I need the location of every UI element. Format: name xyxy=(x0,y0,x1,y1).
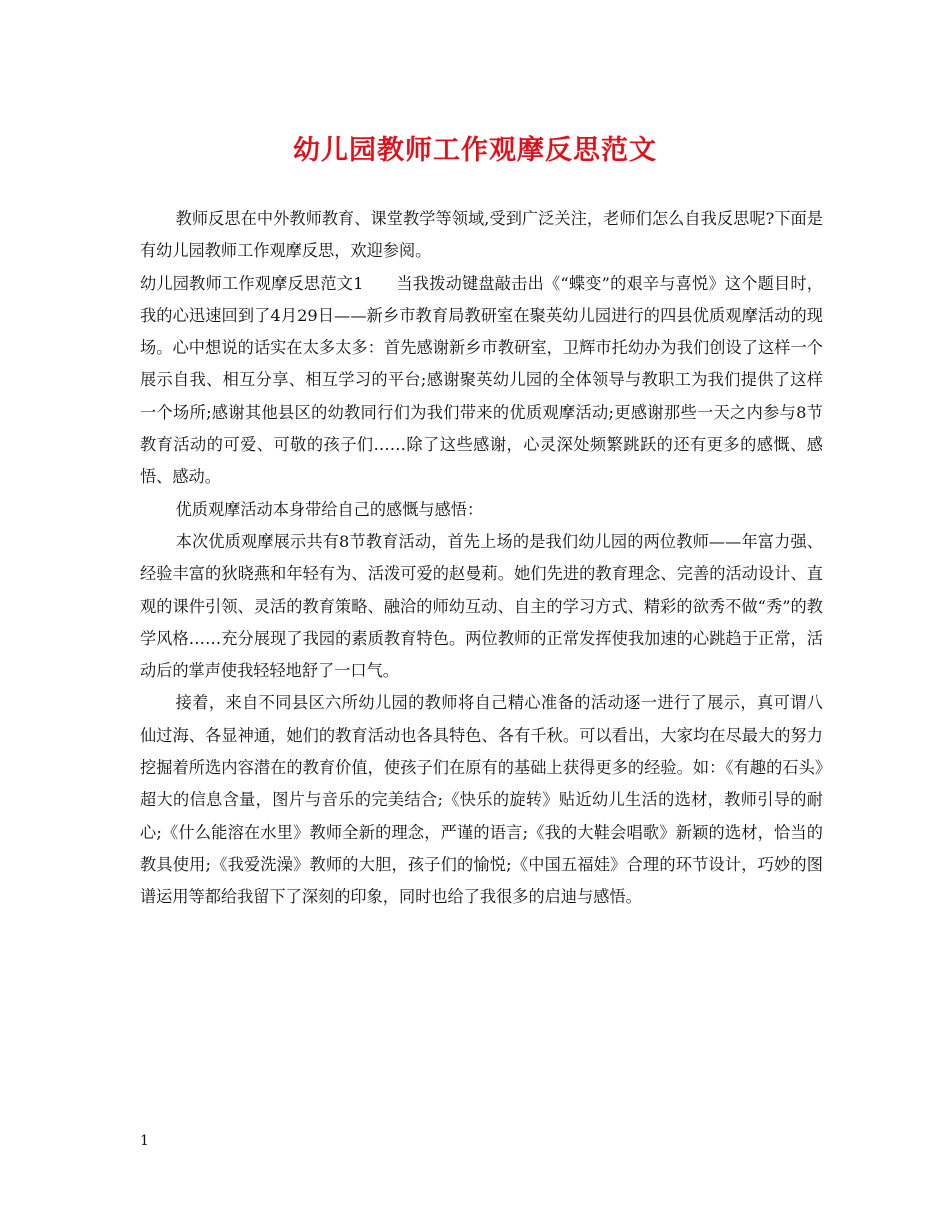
page-number: 1 xyxy=(140,1133,149,1149)
body-paragraph: 接着，来自不同县区六所幼儿园的教师将自己精心准备的活动逐一进行了展示，真可谓八仙过海、各显神通，她们的教育活动也各具特色、各有千秋。可以看出，大家均在尽最大的努力挖掘着所选内容潜在的教育价值，使孩子们在原有的基础上获得更多的经验。如：《有趣的石头》超大的信息含量，图片与音乐的完美结合;《快乐的旋转》贴近幼儿生活的选材，教师引导的耐心;《什么能溶在水里》教师全新的理念，严谨的语言;《我的大鞋会唱歌》新颖的选材，恰当的教具使用;《我爱洗澡》教师的大胆，孩子们的愉悦;《中国五福娃》合理的环节设计，巧妙的图谱运用等都给我留下了深刻的印象，同时也给了我很多的启迪与感悟。 xyxy=(140,693,823,907)
intro-paragraph: 教师反思在中外教师教育、课堂教学等领域,受到广泛关注，老师们怎么自我反思呢?下面是有幼儿园教师工作观摩反思，欢迎参阅。 xyxy=(140,209,823,261)
essay-heading-paragraph: 幼儿园教师工作观摩反思范文1 当我拨动键盘敲击出《“蝶变”的艰辛与喜悦》这个题目时，我的心迅速回到了4月29日——新乡市教育局教研室在聚英幼儿园进行的四县优质观摩活动的现场。心中想说的话实在太多太多：首先感谢新乡市教研室，卫辉市托幼办为我们创设了这样一个展示自我、相互分享、相互学习的平台;感谢聚英幼儿园的全体领导与教职工为我们提供了这样一个场所;感谢其他县区的幼教同行们为我们带来的优质观摩活动;更感谢那些一天之内参与8节教育活动的可爱、可敬的孩子们……除了这些感谢，心灵深处频繁跳跃的还有更多的感慨、感悟、感动。 xyxy=(140,273,823,487)
page-title: 幼儿园教师工作观摩反思范文 xyxy=(293,135,657,166)
document-body xyxy=(140,203,823,914)
section-heading-paragraph: 优质观摩活动本身带给自己的感慨与感悟： xyxy=(175,499,484,519)
body-paragraph: 本次优质观摩展示共有8节教育活动，首先上场的是我们幼儿园的两位教师——年富力强、经验丰富的狄晓燕和年轻有为、活泼可爱的赵曼莉。她们先进的教育理念、完善的活动设计、直观的课件引领、灵活的教育策略、融洽的师幼互动、自主的学习方式、精彩的欲秀不做“秀”的教学风格……充分展现了我园的素质教育特色。两位教师的正常发挥使我加速的心跳趋于正常，活动后的掌声使我轻轻地舒了一口气。 xyxy=(140,531,823,681)
